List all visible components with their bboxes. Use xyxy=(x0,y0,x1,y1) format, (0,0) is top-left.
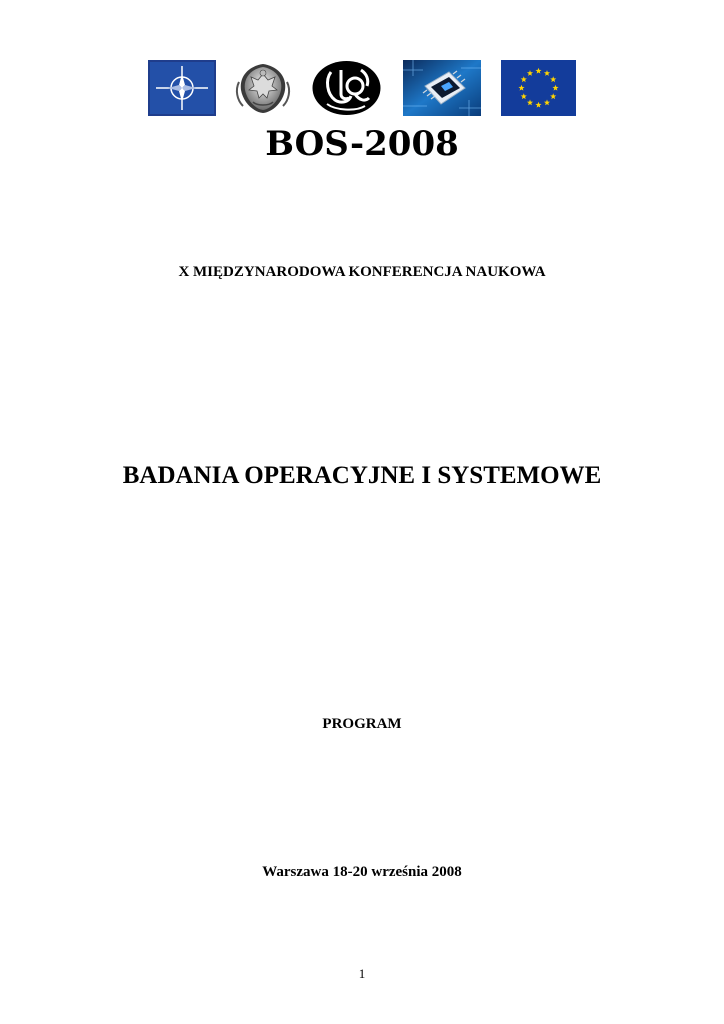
conference-subtitle: X MIĘDZYNARODOWA KONFERENCJA NAUKOWA xyxy=(178,264,546,280)
pk-circle-logo-icon xyxy=(311,60,382,116)
eagle-emblem-icon xyxy=(229,60,298,116)
conference-title: BOS-2008 xyxy=(265,124,459,164)
microchip-icon xyxy=(403,60,481,116)
eu-flag-icon xyxy=(501,60,576,116)
logo-row xyxy=(0,60,724,118)
main-title: BADANIA OPERACYJNE I SYSTEMOWE xyxy=(122,462,602,489)
program-label: PROGRAM xyxy=(322,716,402,732)
nato-flag-icon xyxy=(148,60,216,116)
page-number: 1 xyxy=(358,966,366,981)
place-and-date: Warszawa 18-20 września 2008 xyxy=(262,864,462,880)
